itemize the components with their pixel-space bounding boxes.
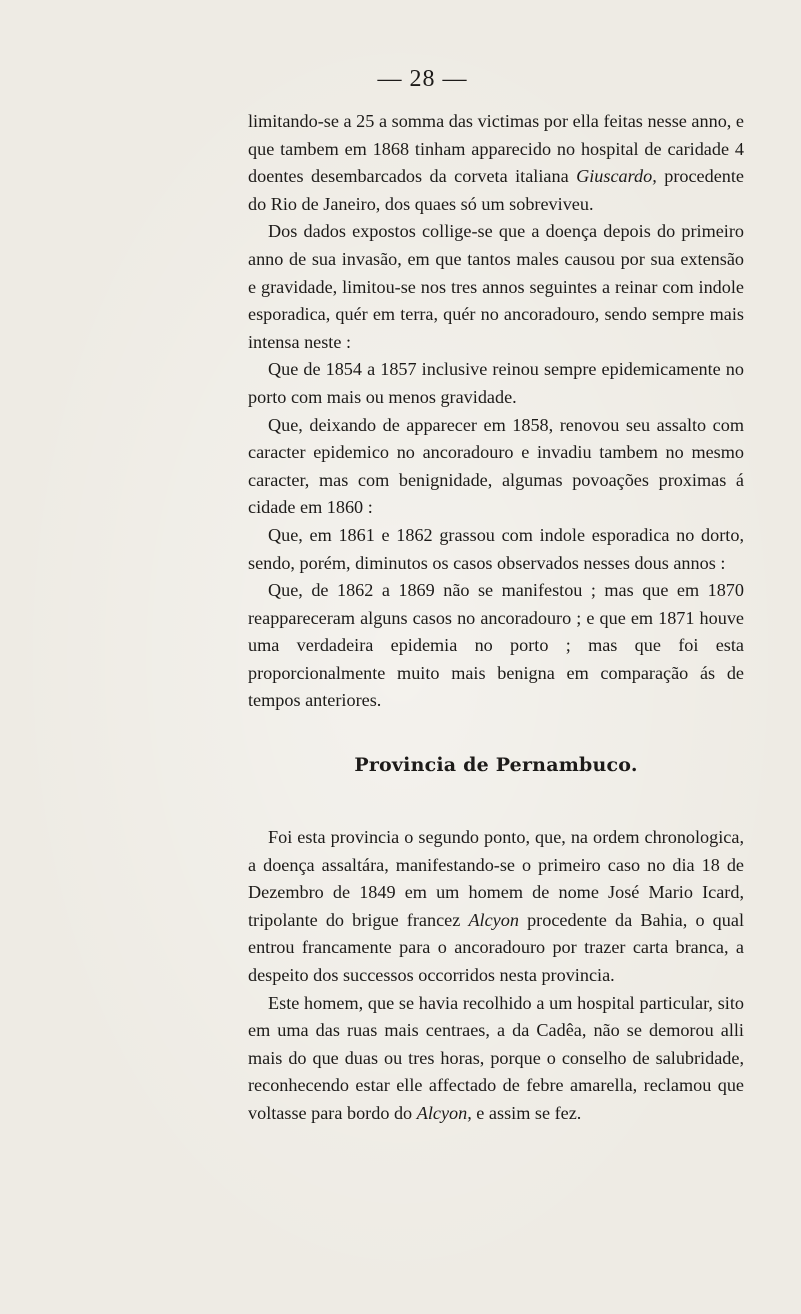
text-block-upper bbox=[248, 108, 744, 715]
text-block-lower bbox=[248, 824, 744, 1128]
ship-name: Alcyon bbox=[468, 909, 519, 930]
paragraph: limitando-se a 25 a somma das victimas por ella feitas nesse anno, e que tambem em 1868 tinham apparecido no hospital de caridade 4 doentes desembarcados da corveta italiana Giuscardo, procedente do Rio de Janeiro, dos quaes só um sobreviveu. bbox=[248, 111, 745, 214]
paragraph: Que, deixando de apparecer em 1858, renovou seu assalto com caracter epidemico no ancoradouro e invadiu tambem no mesmo caracter, mas com benignidade, algumas povoações proximas á cidade em 1860 : bbox=[248, 414, 744, 518]
paragraph: Que, em 1861 e 1862 grassou com indole esporadica no dorto, sendo, porém, diminutos os casos observados nesses dous annos : bbox=[248, 524, 744, 573]
section-heading: Provincia de Pernambuco. bbox=[354, 754, 638, 776]
paragraph: Foi esta provincia o segundo ponto, que, na ordem chronologica, a doença assaltára, manifestando-se o primeiro caso no dia 18 de Dezembro de 1849 em um homem de nome José Mario Icard, tripolante do brigue francez Alcyon procedente da Bahia, o qual entrou francamente para o ancoradouro por trazer carta branca, a despeito dos successos occorridos nesta provincia. bbox=[248, 827, 744, 985]
paragraph: Que de 1854 a 1857 inclusive reinou sempre epidemicamente no porto com mais ou menos gravidade. bbox=[248, 359, 744, 407]
paragraph: Dos dados expostos collige-se que a doença depois do primeiro anno de sua invasão, em que tantos males causou por sua extensão e gravidade, limitou-se nos tres annos seguintes a reinar com indole esporadica, quér em terra, quér no ancoradouro, sendo sempre mais intensa neste : bbox=[248, 221, 744, 352]
paragraph: Este homem, que se havia recolhido a um hospital particular, sito em uma das ruas mais centraes, a da Cadêa, não se demorou alli mais do que duas ou tres horas, porque o conselho de salubridade, reconhecendo estar elle affectado de febre amarella, reclamou que voltasse para bordo do Alcyon, e assim se fez. bbox=[248, 992, 744, 1123]
paragraph: Que, de 1862 a 1869 não se manifestou ; mas que em 1870 reappareceram alguns casos no ancoradouro ; e que em 1871 houve uma verdadeira epidemia no porto ; mas que foi esta proporcionalmente muito mais benigna em comparação ás de tempos anteriores. bbox=[248, 580, 744, 711]
ship-name: Alcyon, bbox=[416, 1102, 472, 1123]
ship-name: Giuscardo, bbox=[576, 166, 657, 187]
page-number: — 28 — bbox=[377, 66, 468, 92]
